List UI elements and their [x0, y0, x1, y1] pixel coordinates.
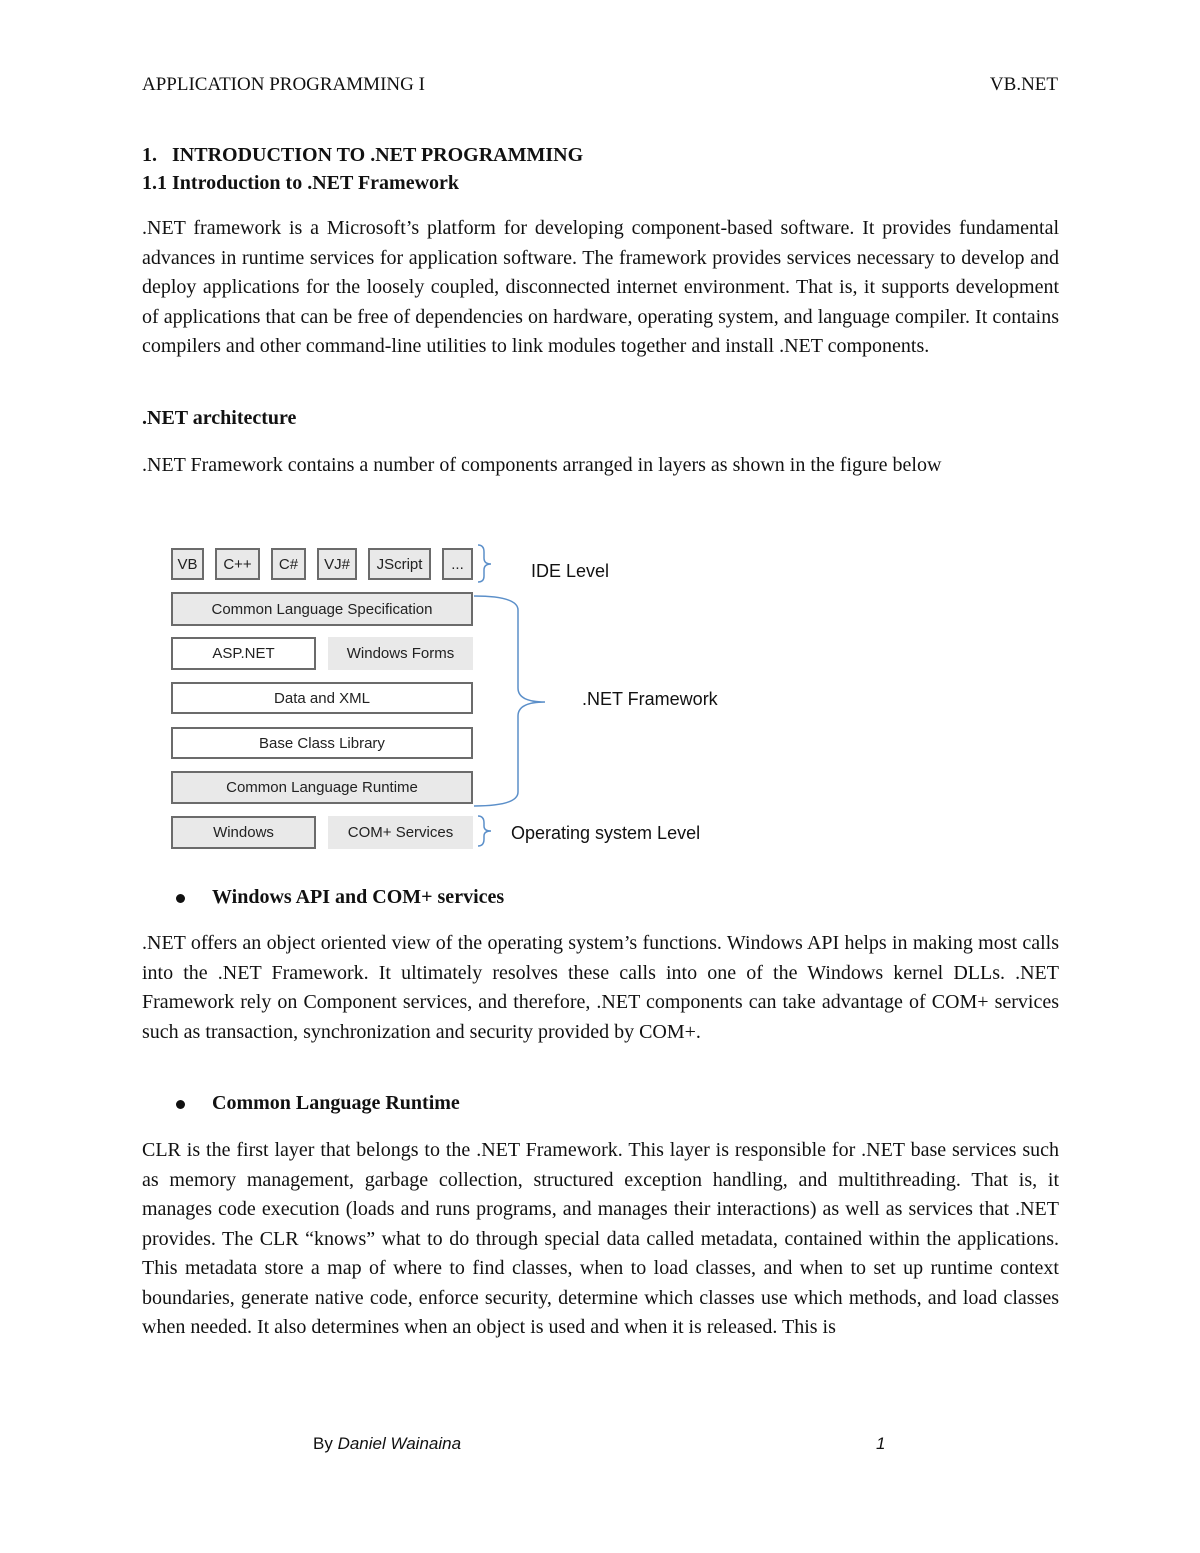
clr-heading: Common Language Runtime — [212, 1092, 460, 1114]
chapter-heading: 1. INTRODUCTION TO .NET PROGRAMMING — [142, 144, 584, 166]
winapi-paragraph: .NET offers an object oriented view of the operating system’s functions. Windows API helps in making most calls into the .NET Framework. It ultimately resolves these calls into one of the Windows kernel DLLs. .NET Framework rely on Component services, and therefore, .NET components can take advantage of COM+ services such as transaction, synchronization and security provided by COM+. — [142, 932, 1059, 1043]
lang-box-cpp: C++ — [215, 548, 260, 580]
intro-paragraph: .NET framework is a Microsoft’s platform for developing component-based software. It provides fundamental advances in runtime services for application software. The framework provides services necessary to develop and deploy applications for the loosely coupled, disconnected internet environment. That is, it supports development of applications that can be free of dependencies on hardware, operating system, and language compiler. It contains compilers and other command-line utilities to link modules together and install .NET components. — [142, 217, 1059, 357]
com-services-box: COM+ Services — [328, 816, 473, 849]
clr-paragraph: CLR is the first layer that belongs to the .NET Framework. This layer is responsible for .NET base services such as memory management, garbage collection, structured exception handling, and multithreading. That is, it manages code execution (loads and runs programs, and manages their interactions) as well as services that .NET provides. The CLR “knows” what to do through special data called metadata, contained within the applications. This metadata store a map of where to find classes, when to load classes, and when to set up runtime context boundaries, generate native code, enforce security, determine which classes use which methods, and load classes when needed. It also determines when an object is used and when it is released. This is — [142, 1139, 1059, 1338]
section-heading: 1.1 Introduction to .NET Framework — [142, 172, 460, 194]
bullet-icon — [176, 894, 185, 903]
bracket-lines — [470, 540, 570, 860]
ide-level-bracket — [478, 545, 491, 582]
header-course-title: APPLICATION PROGRAMMING I — [142, 74, 425, 95]
footer-by: By — [313, 1434, 338, 1453]
lang-box-vjsharp: VJ# — [317, 548, 357, 580]
lang-box-more: ... — [442, 548, 473, 580]
framework-bracket — [474, 596, 545, 806]
header-subject: VB.NET — [989, 74, 1058, 95]
lang-box-vb: VB — [171, 548, 204, 580]
base-class-library-box: Base Class Library — [171, 727, 473, 759]
footer-author-name: Daniel Wainaina — [337, 1434, 462, 1453]
data-xml-box: Data and XML — [171, 682, 473, 714]
lang-box-csharp: C# — [271, 548, 306, 580]
os-level-label: Operating system Level — [511, 823, 701, 843]
ide-level-label: IDE Level — [531, 561, 610, 581]
architecture-paragraph: .NET Framework contains a number of components arranged in layers as shown in the figure below — [142, 454, 942, 476]
os-level-bracket — [478, 816, 491, 846]
windows-forms-box: Windows Forms — [328, 637, 473, 670]
windows-box: Windows — [171, 816, 316, 849]
page-number: 1 — [876, 1434, 886, 1453]
cls-box: Common Language Specification — [171, 592, 473, 626]
winapi-heading: Windows API and COM+ services — [212, 886, 505, 908]
framework-label: .NET Framework — [582, 689, 718, 709]
aspnet-box: ASP.NET — [171, 637, 316, 670]
footer-author — [313, 1434, 461, 1454]
clr-box: Common Language Runtime — [171, 771, 473, 804]
bullet-icon — [176, 1100, 185, 1109]
architecture-heading: .NET architecture — [142, 407, 297, 429]
lang-box-jscript: JScript — [368, 548, 431, 580]
